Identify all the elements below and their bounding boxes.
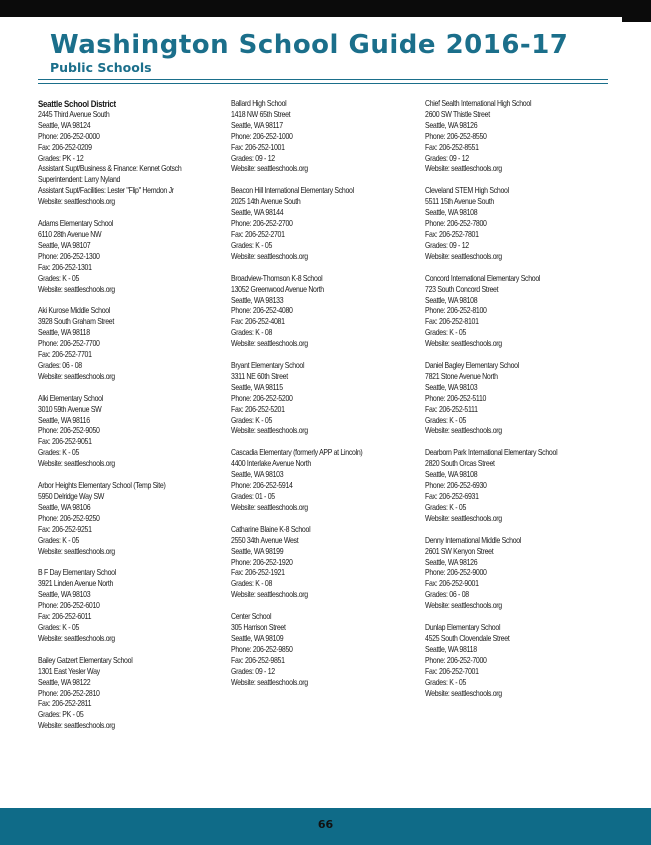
entry-line: Phone: 206-252-1000 [231,131,293,141]
entry-line: Phone: 206-252-9250 [38,513,100,523]
entry-line: Grades: 06 - 08 [38,360,82,370]
entry-line: Website: seattleschools.org [231,426,308,436]
entry-line: 3311 NE 60th Street [231,371,288,381]
entry-line: Website: seattleschools.org [425,426,502,436]
entry-line: Website: seattleschools.org [231,590,308,600]
entry-line: Seattle, WA 98103 [231,470,284,480]
entry-line: 305 Harrison Street [231,623,286,633]
entry-line: Fax: 206-252-6931 [425,492,479,501]
entry-line: Phone: 206-252-8100 [425,306,487,316]
entry-line: Grades: PK - 05 [38,710,84,720]
entry-line: Seattle, WA 98118 [425,644,477,654]
entry-line: Website: seattleschools.org [38,284,115,294]
entry-line: Fax: 206-252-2811 [38,699,92,709]
entry-line: 3921 Linden Avenue North [38,579,114,589]
entry-line: Phone: 206-252-6010 [38,601,100,611]
entry-line: Fax: 206-252-0209 [38,142,92,152]
entry-line: Fax: 206-252-7001 [425,666,479,676]
entry-name: Bailey Gatzert Elementary School [38,655,133,665]
entry-line: 723 South Concord Street [425,284,499,294]
entry-line: 1301 East Yesler Way [38,666,100,676]
entry-line: Seattle, WA 98133 [231,295,284,305]
entry-line: Seattle, WA 98115 [231,382,283,392]
directory-entry [38,394,228,470]
entry-line: Website: seattleschools.org [425,513,502,523]
directory-entry [231,612,421,688]
entry-line: Grades: 01 - 05 [231,492,275,501]
entry-line: Grades: K - 05 [425,415,467,425]
entry-line: Grades: K - 05 [425,502,467,512]
entry-line: 4400 Interlake Avenue North [231,459,311,469]
entry-line: Phone: 206-252-9850 [231,644,293,654]
entry-line: Superintendent: Larry Nyland [38,175,121,185]
entry-line: Assistant Supt/Facilities: Lester "Flip" Herndon Jr [38,186,174,196]
entry-line: Grades: K - 05 [231,415,273,425]
entry-line: Fax: 206-252-5201 [231,404,285,414]
entry-line: Seattle, WA 98117 [231,120,283,130]
directory-entry [231,99,421,175]
entry-line: Website: seattleschools.org [425,339,502,349]
entry-line: Grades: 09 - 12 [231,666,275,676]
entry-name: Denny International Middle School [425,535,522,545]
directory-column-2 [231,99,421,700]
page-header [50,30,610,76]
entry-name: Center School [231,612,272,622]
entry-line: Grades: K - 05 [38,535,80,545]
page-subtitle: Public Schools [50,60,152,75]
entry-line: Grades: K - 08 [231,328,273,338]
entry-name: Bryant Elementary School [231,361,305,371]
entry-name: Dunlap Elementary School [425,623,501,633]
entry-line: Website: seattleschools.org [231,677,308,687]
entry-line: 2600 SW Thistle Street [425,109,490,119]
entry-line: Fax: 206-252-6011 [38,612,92,622]
entry-name: Alki Elementary School [38,393,103,403]
entry-line: Website: seattleschools.org [38,197,115,207]
entry-line: Seattle, WA 98122 [38,677,91,687]
entry-name: Catharine Blaine K-8 School [231,524,311,534]
entry-line: Phone: 206-252-4080 [231,306,293,316]
entry-name: Ballard High School [231,99,287,108]
directory-entry [425,536,615,612]
entry-line: Fax: 206-252-7701 [38,350,92,360]
entry-line: Website: seattleschools.org [425,251,502,261]
entry-line: Grades: K - 08 [231,579,273,589]
entry-line: Grades: K - 05 [38,448,80,458]
entry-line: Website: seattleschools.org [425,601,502,611]
entry-line: Website: seattleschools.org [38,721,115,731]
entry-line: Grades: K - 05 [38,622,80,632]
directory-entry [38,481,228,557]
entry-line: Phone: 206-252-5914 [231,481,293,491]
entry-name: Cleveland STEM High School [425,186,509,196]
directory-entry [38,656,228,732]
entry-line: Seattle, WA 98109 [231,633,284,643]
entry-line: Phone: 206-252-2810 [38,688,100,698]
entry-line: Phone: 206-252-5110 [425,393,487,403]
directory-entry [38,568,228,644]
top-bar [0,0,651,17]
entry-line: Grades: K - 05 [38,273,80,283]
entry-line: Fax: 206-252-8551 [425,142,479,152]
entry-line: Grades: 09 - 12 [231,153,275,163]
entry-line: 2550 34th Avenue West [231,535,299,545]
entry-line: Website: seattleschools.org [38,633,115,643]
page-number: 66 [317,818,334,831]
directory-entry [425,448,615,524]
entry-line: Fax: 206-252-8101 [425,317,479,327]
entry-line: Grades: 09 - 12 [425,240,469,250]
entry-line: 13052 Greenwood Avenue North [231,284,324,294]
entry-line: 5950 Delridge Way SW [38,492,105,501]
entry-line: Fax: 206-252-9251 [38,524,92,534]
entry-name: Cascadia Elementary (formerly APP at Lincoln) [231,448,363,458]
entry-line: Fax: 206-252-2701 [231,229,285,239]
entry-line: Phone: 206-252-1920 [231,557,293,567]
entry-line: Website: seattleschools.org [231,339,308,349]
entry-line: Website: seattleschools.org [38,371,115,381]
entry-line: 7821 Stone Avenue North [425,371,498,381]
entry-line: Fax: 206-252-7801 [425,229,479,239]
entry-line: Fax: 206-252-1921 [231,568,285,578]
directory-entry [231,186,421,262]
directory-entry [231,448,421,513]
entry-line: Website: seattleschools.org [231,251,308,261]
directory-entry [38,219,228,295]
entry-line: Seattle, WA 98126 [425,120,478,130]
directory-entry [38,306,228,382]
entry-line: Seattle, WA 98108 [425,295,478,305]
entry-line: Seattle, WA 98103 [425,382,478,392]
entry-name: Arbor Heights Elementary School (Temp Site) [38,481,166,491]
entry-line: Fax: 206-252-9051 [38,437,92,447]
directory-column-1 [38,99,228,743]
entry-line: Fax: 206-252-4081 [231,317,285,327]
directory-column-3 [425,99,615,710]
entry-line: 2445 Third Avenue South [38,109,110,119]
entry-line: Phone: 206-252-8550 [425,131,487,141]
directory-entry [231,525,421,601]
entry-line: Assistant Supt/Business & Finance: Kennet Gotsch [38,164,182,174]
header-rule-top [38,79,608,80]
entry-line: Grades: K - 05 [425,677,467,687]
top-corner-tab [622,0,651,22]
entry-line: Seattle, WA 98144 [231,208,284,218]
directory-entry [425,99,615,175]
entry-line: Phone: 206-252-9000 [425,568,487,578]
entry-line: Phone: 206-252-7700 [38,339,100,349]
entry-line: Fax: 206-252-1001 [231,142,285,152]
entry-line: Fax: 206-252-9001 [425,579,479,589]
entry-line: Seattle, WA 98107 [38,240,91,250]
entry-line: Phone: 206-252-2700 [231,219,293,229]
entry-name: Daniel Bagley Elementary School [425,361,519,371]
entry-line: 5511 15th Avenue South [425,197,494,207]
entry-line: Grades: 09 - 12 [425,153,469,163]
entry-line: Phone: 206-252-7800 [425,219,487,229]
entry-name: Chief Sealth International High School [425,99,532,108]
entry-line: 3010 59th Avenue SW [38,404,102,414]
entry-line: Grades: K - 05 [425,328,467,338]
entry-line: Phone: 206-252-9050 [38,426,100,436]
entry-name: Concord International Elementary School [425,273,541,283]
entry-line: Website: seattleschools.org [425,688,502,698]
entry-name: B F Day Elementary School [38,568,116,578]
page-title: Washington School Guide 2016-17 [50,30,569,60]
entry-line: Website: seattleschools.org [425,164,502,174]
entry-line: Seattle, WA 98124 [38,120,91,130]
entry-line: Website: seattleschools.org [231,502,308,512]
entry-line: Grades: PK - 12 [38,153,84,163]
entry-name: Seattle School District [38,99,116,109]
entry-line: Website: seattleschools.org [231,164,308,174]
entry-name: Broadview-Thomson K-8 School [231,273,323,283]
entry-name: Aki Kurose Middle School [38,306,111,316]
directory-entry [38,99,228,208]
entry-line: Seattle, WA 98108 [425,470,478,480]
entry-line: 2820 South Orcas Street [425,459,495,469]
entry-line: Fax: 206-252-1301 [38,262,92,272]
entry-line: Seattle, WA 98108 [425,208,478,218]
directory-entry [425,361,615,437]
directory-entry [231,274,421,350]
entry-line: Phone: 206-252-5200 [231,393,293,403]
entry-line: Phone: 206-252-6930 [425,481,487,491]
entry-line: 2601 SW Kenyon Street [425,546,494,556]
directory-entry [231,361,421,437]
header-rule-bottom [38,83,608,84]
entry-name: Beacon Hill International Elementary School [231,186,354,196]
entry-line: Phone: 206-252-0000 [38,131,100,141]
entry-name: Dearborn Park International Elementary School [425,448,558,458]
entry-line: 1418 NW 65th Street [231,109,291,119]
entry-line: 4525 South Clovendale Street [425,633,510,643]
entry-line: 2025 14th Avenue South [231,197,301,207]
entry-line: Website: seattleschools.org [38,459,115,469]
entry-line: Seattle, WA 98199 [231,546,284,556]
directory-entry [425,186,615,262]
entry-line: Seattle, WA 98103 [38,590,91,600]
entry-line: Grades: K - 05 [231,240,273,250]
directory-entry [425,274,615,350]
entry-line: Seattle, WA 98118 [38,328,90,338]
directory-entry [425,623,615,699]
entry-line: Grades: 06 - 08 [425,590,469,600]
entry-line: Phone: 206-252-1300 [38,251,100,261]
entry-line: Fax: 206-252-5111 [425,404,478,414]
entry-line: Website: seattleschools.org [38,546,115,556]
entry-name: Adams Elementary School [38,219,114,229]
entry-line: Seattle, WA 98106 [38,502,91,512]
entry-line: Fax: 206-252-9851 [231,655,285,665]
entry-line: Phone: 206-252-7000 [425,655,487,665]
entry-line: Seattle, WA 98116 [38,415,90,425]
entry-line: 6110 28th Avenue NW [38,229,102,239]
entry-line: 3928 South Graham Street [38,317,114,327]
entry-line: Seattle, WA 98126 [425,557,478,567]
